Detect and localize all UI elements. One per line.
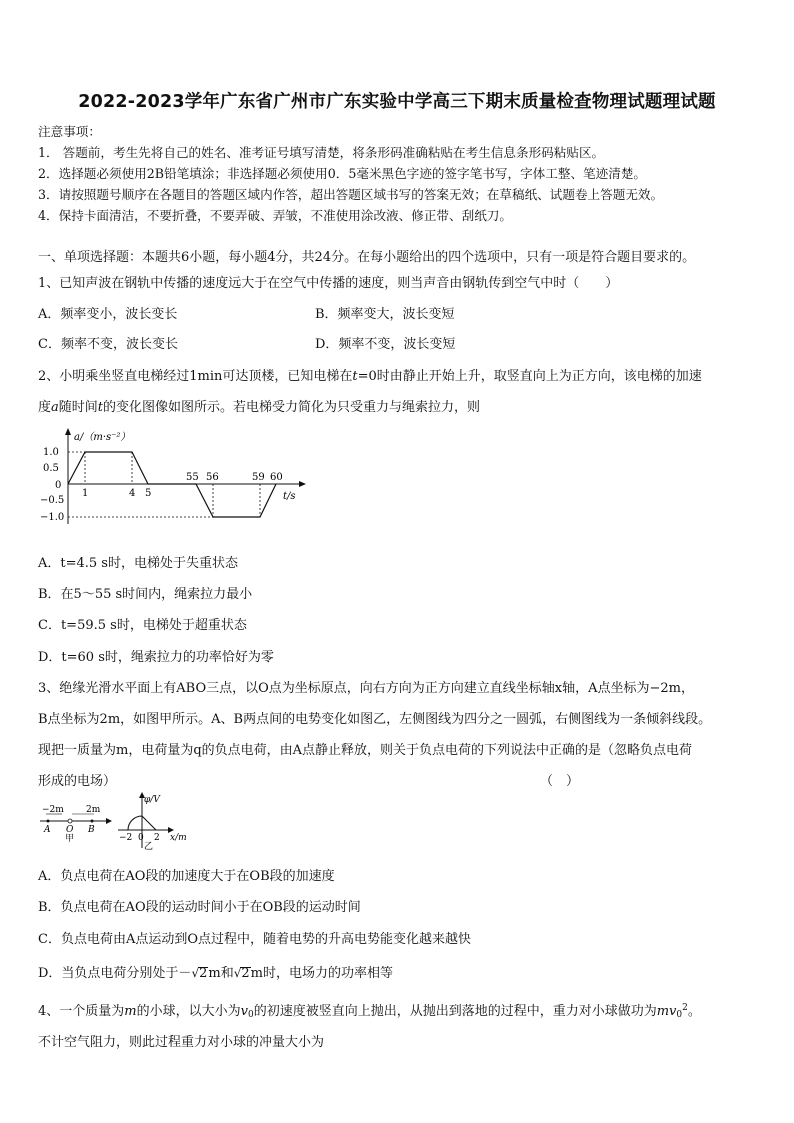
x-axis-label: t/s [283, 491, 296, 502]
q3-option-c: C．负点电荷由A点运动到O点过程中，随着电势的升高电势能变化越来越快 [38, 932, 471, 947]
y-axis-label: a/（m·s⁻²） [74, 432, 131, 443]
question-2-stem-line1: 2、小明乘坐竖直电梯经过1min可达顶楼，已知电梯在t=0时由静止开始上升，取竖直向上为正方向，该电梯的加速 [38, 369, 702, 384]
yi-label-neg2: −2 [119, 833, 133, 843]
q3-option-d: D．当负点电荷分别处于－√2m和√2m时，电场力的功率相等 [38, 966, 393, 981]
q1-option-c: C．频率不变，波长变长 [38, 337, 178, 352]
jia-label-o: O [66, 825, 74, 835]
x-axis-arrow [299, 481, 306, 487]
section-heading: 一、单项选择题：本题共6小题，每小题4分，共24分。在每小题给出的四个选项中，只有一项是符合题目要求的。 [38, 250, 696, 265]
jia-label-neg2m: −2m [42, 805, 64, 815]
yi-label-x: x/m [170, 833, 187, 843]
y-tick-neg-1: −1.0 [40, 512, 65, 523]
q3-option-b: B．负点电荷在AO段的运动时间小于在OB段的运动时间 [38, 900, 361, 915]
q2-option-c: C．t=59.5 s时，电梯处于超重状态 [38, 618, 247, 633]
notice-heading: 注意事项： [38, 124, 101, 139]
yi-label-2: 2 [154, 833, 160, 843]
page-title: 2022-2023学年广东省广州市广东实验中学高三下期末质量检查物理试题理试题 [78, 92, 716, 112]
q1-option-b: B．频率变大，波长变短 [315, 307, 455, 322]
q2-option-d: D．t=60 s时，绳索拉力的功率恰好为零 [38, 650, 274, 665]
x-tick-56: 56 [206, 472, 219, 483]
x-tick-5: 5 [145, 488, 152, 499]
question-2-stem-line2: 度a随时间t的变化图像如图所示。若电梯受力简化为只受重力与绳索拉力，则 [38, 400, 481, 415]
notice-item-3: 3．请按照题号顺序在各题目的答题区域内作答，超出答题区域书写的答案无效；在草稿纸、试题卷上答题无效。 [38, 187, 664, 202]
question-3-line2: B点坐标为2m，如图甲所示。A、B两点间的电势变化如图乙，左侧图线为四分之一圆弧，右侧图线为一条倾斜线段。 [38, 712, 712, 727]
yi-label-phi: φ/V [144, 795, 160, 805]
y-tick-neg-0-5: −0.5 [40, 495, 65, 506]
q2-option-b: B．在5～55 s时间内，绳索拉力最小 [38, 587, 253, 602]
jia-label-a: A [44, 825, 51, 835]
q1-option-d: D．频率不变，波长变短 [315, 337, 456, 352]
question-1-stem: 1、已知声波在钢轨中传播的速度远大于在空气中传播的速度，则当声音由钢轨传到空气中时（ ） [38, 276, 619, 291]
x-tick-1: 1 [82, 488, 89, 499]
x-tick-59: 59 [252, 472, 265, 483]
q3-option-a: A．负点电荷在AO段的加速度大于在OB段的加速度 [38, 869, 335, 884]
notice-item-4: 4．保持卡面清洁，不要折叠，不要弄破、弄皱，不准使用涂改液、修正带、刮纸刀。 [38, 208, 512, 223]
quarter-arc [128, 816, 142, 830]
acceleration-time-graph [40, 428, 310, 528]
x-tick-55: 55 [186, 472, 199, 483]
question-4-line2: 不计空气阻力，则此过程重力对小球的冲量大小为 [38, 1035, 325, 1050]
y-tick-1: 1.0 [43, 447, 59, 458]
q3-answer-bracket: （ ） [540, 774, 580, 789]
notice-item-2: 2．选择题必须使用2B铅笔填涂；非选择题必须使用0．5毫米黑色字迹的签字笔书写，字体工整、笔迹清楚。 [38, 166, 647, 181]
yi-caption: 乙 [144, 842, 154, 850]
question-3-line3: 现把一质量为m，电荷量为q的负点电荷，由A点静止释放，则关于负点电荷的下列说法中正确的是（忽略负点电荷 [38, 743, 693, 758]
y-tick-0: 0 [55, 480, 62, 491]
jia-caption: 甲 [65, 834, 75, 842]
question-3-line4: 形成的电场） [38, 774, 117, 789]
notice-item-1: 1． 答题前，考生先将自己的姓名、准考证号填写清楚，将条形码准确粘贴在考生信息条形码粘贴区。 [38, 145, 605, 160]
figure-yi-potential-graph [114, 790, 204, 850]
y-axis-arrow [65, 428, 71, 435]
jia-label-b: B [88, 825, 95, 835]
jia-label-2m: 2m [86, 805, 101, 815]
y-tick-0-5: 0.5 [43, 463, 59, 474]
yi-label-0: 0 [138, 833, 144, 843]
q1-option-a: A．频率变小，波长变长 [38, 307, 178, 322]
x-tick-60: 60 [270, 472, 283, 483]
question-3-line1: 3、绝缘光滑水平面上有ABO三点，以O点为坐标原点，向右方向为正方向建立直线坐标轴x轴，A点坐标为−2m， [38, 681, 694, 696]
question-4-line1: 4、一个质量为m的小球，以大小为$v_0$的初速度被竖直向上抛出，从抛出到落地的过程中，重力对小球做功为$mv_0^2$。 [38, 1003, 701, 1020]
q2-option-a: A．t=4.5 s时，电梯处于失重状态 [38, 556, 238, 571]
figure-jia-axis [36, 800, 116, 842]
sloped-segment [142, 816, 156, 830]
x-tick-4: 4 [129, 488, 136, 499]
